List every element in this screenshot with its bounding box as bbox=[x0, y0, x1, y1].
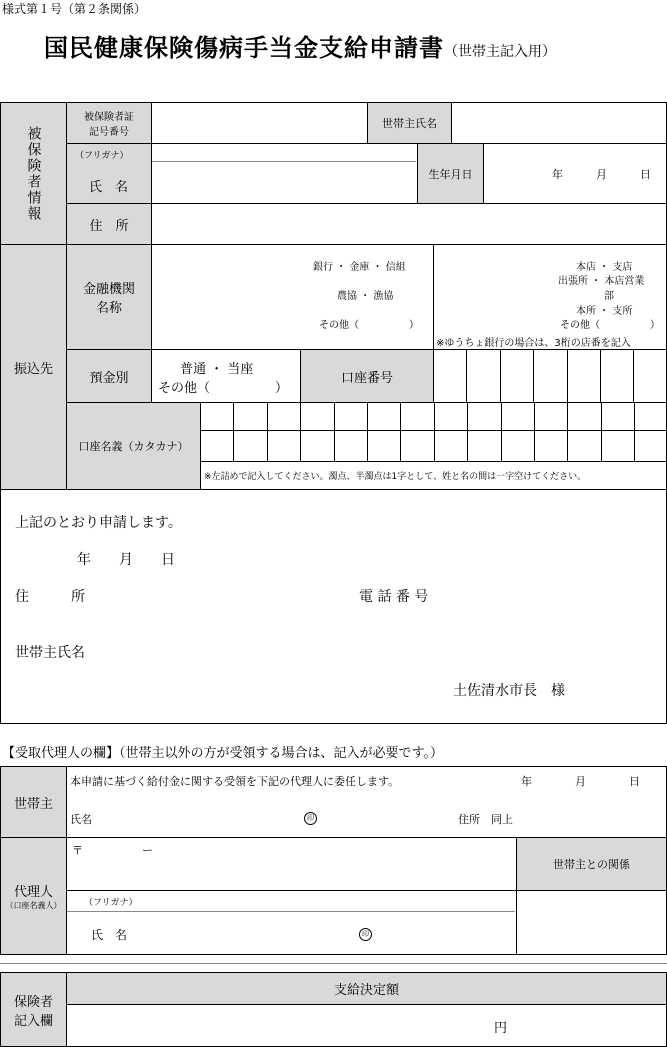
bank-section-label: 振込先 bbox=[0, 244, 67, 490]
kana-grid-divider bbox=[601, 402, 602, 462]
branch-types-3: 部 bbox=[604, 291, 614, 302]
kana-grid-divider bbox=[534, 402, 535, 462]
card-number-label bbox=[66, 102, 152, 144]
kana-grid-divider bbox=[267, 402, 268, 462]
relation-label: 世帯主との関係 bbox=[516, 837, 667, 891]
agent-furigana-divider bbox=[67, 911, 515, 912]
birthdate-format: 年 月 日 bbox=[552, 168, 651, 181]
application-section bbox=[0, 489, 667, 724]
branch-field[interactable] bbox=[433, 244, 667, 350]
postal-dash: ー bbox=[142, 844, 153, 857]
head-name-field[interactable] bbox=[451, 102, 667, 144]
kana-grid-divider bbox=[467, 402, 468, 462]
application-date: 年 月 日 bbox=[77, 552, 175, 568]
institution-label-2: 名称 bbox=[95, 301, 122, 316]
institution-name-field[interactable] bbox=[151, 244, 434, 350]
kana-grid-divider bbox=[334, 402, 335, 462]
amount-yen: 円 bbox=[494, 1021, 508, 1036]
kana-grid-row-line bbox=[200, 461, 667, 462]
delegator-seal: 印 bbox=[304, 812, 317, 825]
kana-grid-divider bbox=[367, 402, 368, 462]
applicant-phone-label: 電 話 番 号 bbox=[359, 589, 429, 605]
institution-types-2: 農協 ・ 漁協 bbox=[337, 291, 394, 302]
agent-label-cell bbox=[0, 837, 67, 955]
institution-label-1: 金融機関 bbox=[82, 282, 135, 297]
title-main: 国民健康保険傷病手当金支給申請書 bbox=[44, 34, 444, 62]
delegation-field[interactable] bbox=[66, 766, 667, 838]
agent-seal: 印 bbox=[359, 928, 372, 941]
card-number-field[interactable] bbox=[151, 102, 368, 144]
address-label: 住 所 bbox=[66, 203, 152, 245]
deposit-type-1: 普通 ・ 当座 bbox=[180, 362, 254, 377]
agent-name-field[interactable] bbox=[66, 890, 517, 955]
institution-label bbox=[66, 244, 152, 350]
separator-line bbox=[0, 963, 667, 964]
address-field[interactable] bbox=[151, 203, 667, 245]
kana-grid-divider bbox=[434, 402, 435, 462]
branch-types-4: 本所 ・ 支所 bbox=[576, 306, 633, 317]
branch-types-2: 出張所 ・ 本店営業 bbox=[558, 276, 645, 287]
delegation-day: 日 bbox=[629, 775, 640, 788]
insured-section-label-cell bbox=[0, 102, 67, 245]
addressee: 土佐清水市長 様 bbox=[453, 683, 565, 699]
agent-head-label: 世帯主 bbox=[0, 766, 67, 838]
delegator-address-label: 住所 同上 bbox=[458, 813, 513, 826]
relation-field[interactable] bbox=[516, 890, 667, 955]
account-number-field[interactable] bbox=[433, 349, 667, 403]
deposit-type-2: その他（ ） bbox=[158, 381, 289, 396]
insurer-label-cell bbox=[0, 972, 67, 1047]
institution-types-3: その他（ ） bbox=[319, 320, 419, 331]
amount-field[interactable] bbox=[66, 1004, 667, 1047]
account-digit-divider bbox=[466, 349, 467, 403]
card-number-label-1: 被保険者証 bbox=[84, 112, 134, 123]
branch-types-5: その他（ ） bbox=[560, 320, 660, 331]
title-sub: （世帯主記入用） bbox=[444, 44, 556, 60]
institution-types-1: 銀行 ・ 金庫 ・ 信組 bbox=[313, 262, 406, 273]
name-field[interactable] bbox=[151, 143, 418, 204]
insured-section-label: 被保険者情報 bbox=[25, 125, 42, 222]
application-statement: 上記のとおり申請します。 bbox=[15, 515, 182, 531]
yucho-note: ※ゆうちょ銀行の場合は、3桁の店番を記入 bbox=[436, 338, 631, 349]
insurer-label-2: 記入欄 bbox=[13, 1013, 53, 1029]
kana-grid-divider bbox=[233, 402, 234, 462]
account-digit-divider bbox=[533, 349, 534, 403]
delegation-month: 月 bbox=[575, 775, 586, 788]
agent-name-label: 氏 名 bbox=[91, 928, 128, 942]
account-digit-divider bbox=[600, 349, 601, 403]
account-digit-divider bbox=[500, 349, 501, 403]
deposit-type-field[interactable] bbox=[151, 349, 301, 403]
kana-grid-divider bbox=[634, 402, 635, 462]
postal-mark: 〒 bbox=[72, 844, 83, 857]
account-number-label: 口座番号 bbox=[300, 349, 434, 403]
account-holder-note: ※左詰めで記入してください。濁点、半濁点は1字として、姓と名の間は一字空けてください。 bbox=[204, 472, 587, 482]
agent-sub-label: （口座名義人） bbox=[5, 901, 62, 910]
head-name-label: 世帯主氏名 bbox=[367, 102, 452, 144]
delegation-text: 本申請に基づく給付金に関する受領を下記の代理人に委任します。 bbox=[70, 775, 400, 788]
kana-grid-divider bbox=[400, 402, 401, 462]
furigana-divider bbox=[152, 161, 416, 162]
agent-label: 代理人 bbox=[13, 885, 53, 900]
card-number-label-2: 記号番号 bbox=[89, 127, 129, 138]
kana-grid-divider bbox=[300, 402, 301, 462]
name-label: 氏 名 bbox=[89, 180, 129, 195]
page-title bbox=[44, 28, 556, 63]
deposit-type-label: 預金別 bbox=[66, 349, 152, 403]
account-digit-divider bbox=[633, 349, 634, 403]
delegator-name-label: 氏名 bbox=[70, 813, 92, 826]
furigana-label: （フリガナ） bbox=[75, 151, 129, 161]
name-label-cell bbox=[66, 143, 152, 204]
branch-types-1: 本店 ・ 支店 bbox=[576, 262, 633, 273]
agent-heading: 【受取代理人の欄】（世帯主以外の方が受領する場合は、記入が必要です。） bbox=[2, 746, 443, 761]
kana-grid-row-line bbox=[200, 430, 667, 431]
applicant-name-label: 世帯主氏名 bbox=[15, 645, 85, 661]
birthdate-label: 生年月日 bbox=[417, 143, 484, 204]
account-digit-divider bbox=[567, 349, 568, 403]
agent-address-field[interactable] bbox=[66, 837, 517, 891]
birthdate-field[interactable] bbox=[483, 143, 667, 204]
kana-grid-divider bbox=[567, 402, 568, 462]
form-number: 様式第１号（第２条関係） bbox=[2, 2, 147, 16]
kana-grid-divider bbox=[501, 402, 502, 462]
applicant-address-label: 住 所 bbox=[15, 589, 85, 605]
delegation-year: 年 bbox=[521, 775, 532, 788]
insurer-label-1: 保険者 bbox=[13, 994, 53, 1010]
amount-label: 支給決定額 bbox=[66, 972, 667, 1005]
account-holder-label: 口座名義（カタカナ） bbox=[66, 402, 201, 490]
agent-furigana-label: （フリガナ） bbox=[84, 898, 138, 908]
